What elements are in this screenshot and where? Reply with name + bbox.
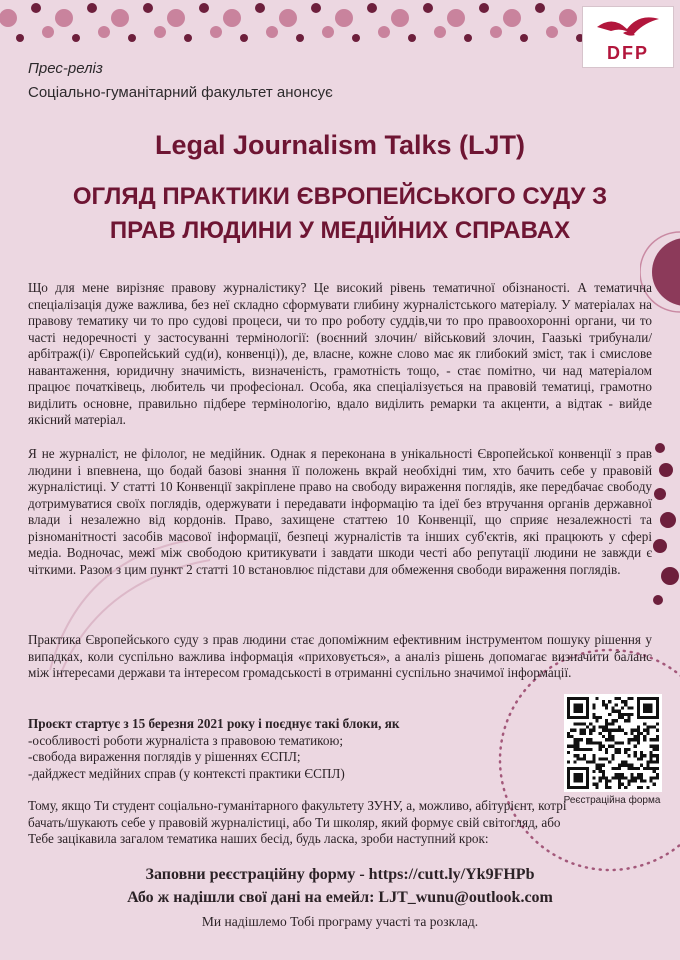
decorative-dot	[335, 9, 353, 27]
decorative-dot	[143, 3, 153, 13]
project-lead: Проєкт стартує з 15 березня 2021 року і поєднує такі блоки, як	[28, 716, 400, 731]
registration-form-link[interactable]: Заповни реєстраційну форму - https://cutt.ly/Yk9FHPb	[145, 866, 535, 883]
qr-caption: Реєстраційна форма	[563, 795, 661, 806]
decorative-dot	[408, 34, 416, 42]
decorative-dot	[378, 26, 390, 38]
press-release-label: Прес-реліз	[28, 60, 103, 77]
decorative-dot	[42, 26, 54, 38]
decorative-dot	[279, 9, 297, 27]
call-to-action-text: Тому, якщо Ти студент соціально-гуманітарного факультету ЗУНУ, а, можливо, абітурієнт, котрі бачать/шукають себе у правовій журналістиці, або Ти школяр, який формує свій світогляд, або Тебе зацікавила загалом тематика наших бесід, будь ласка, зроби наступний крок:	[28, 798, 567, 846]
decorative-dot	[447, 9, 465, 27]
faculty-announcement: Соціально-гуманітарний факультет анонсує	[28, 84, 333, 101]
decorative-dot	[184, 34, 192, 42]
decorative-dot	[223, 9, 241, 27]
decorative-dot	[111, 9, 129, 27]
decorative-dot	[520, 34, 528, 42]
list-item: -дайджест медійних справ (у контексті практики ЄСПЛ)	[28, 765, 345, 781]
intro-paragraph: Що для мене вирізняє правову журналістику? Це високий рівень тематичної обізнаності. А тематична спеціалізація дуже важлива, без неї складно сформувати глибину журналістського матеріалу. У матеріалах на правову тематику чи то про судові процеси, чи то про роботу суддів,чи то про правоохоронні органи, чи то часті недоречності у застосуванні термінології: (воєнний злочин/ військовий злочин, Гаазькі трибунали/ арбітраж(і)/ Європейський суд(и), конвенці)), де, власне, кожне слово має як глибокий зміст, так і смислове навантаження, юридичну значимість, визначеність, грамотність тощо, - стає помітно, чи над матеріалом працює початківець, любитель чи професіонал. Особа, яка спеціалізується на правовій тематиці, грамотно виділить основне, правильно підбере термінологію, вдало виділить ремарки та акценти, а відтак - вийде якісний матеріал.	[28, 280, 652, 427]
email-contact[interactable]: Або ж надішли свої дані на емейл: LJT_wunu@outlook.com	[127, 889, 553, 906]
decorative-dot	[559, 9, 577, 27]
decorative-dot	[535, 3, 545, 13]
event-subtitle: ОГЛЯД ПРАКТИКИ ЄВРОПЕЙСЬКОГО СУДУ З ПРАВ ЛЮДИНИ У МЕДІЙНИХ СПРАВАХ	[72, 183, 608, 244]
decorative-dot	[503, 9, 521, 27]
decorative-dot	[98, 26, 110, 38]
svg-text:DFP: DFP	[607, 43, 649, 63]
bird-logo-icon	[583, 7, 673, 67]
decorative-dot	[240, 34, 248, 42]
decorative-dot	[266, 26, 278, 38]
faculty-logo	[582, 6, 674, 68]
decorative-dot	[87, 3, 97, 13]
decorative-dot	[391, 9, 409, 27]
decorative-dot	[199, 3, 209, 13]
decorative-dot	[546, 26, 558, 38]
decorative-dot	[55, 9, 73, 27]
list-item: -свобода вираження поглядів у рішеннях ЄСПЛ;	[28, 749, 301, 764]
practice-paragraph: Практика Європейського суду з прав людини стає допоміжним ефективним інструментом пошуку рішення у випадках, коли суспільно важлива інформація «приховується», а аналіз рішень допомагає визначити баланс між інтересами держави та інтересом громадськості в отриманні суспільно значимої інформації.	[28, 632, 652, 680]
decorative-dot	[352, 34, 360, 42]
top-dot-border	[0, 0, 680, 46]
decorative-dot	[16, 34, 24, 42]
decorative-dot	[255, 3, 265, 13]
project-blocks	[28, 716, 399, 782]
decorative-dot	[167, 9, 185, 27]
schedule-note: Ми надішлемо Тобі програму участі та розклад.	[201, 914, 479, 929]
decorative-dot	[311, 3, 321, 13]
decorative-dot	[72, 34, 80, 42]
decorative-dot	[434, 26, 446, 38]
decorative-dot	[490, 26, 502, 38]
decorative-dot	[154, 26, 166, 38]
decorative-dot	[296, 34, 304, 42]
registration-qr-code[interactable]	[564, 694, 662, 792]
decorative-dot	[479, 3, 489, 13]
convention-paragraph: Я не журналіст, не філолог, не медійник. Однак я переконана в унікальності Європейської конвенції з прав людини і впевнена, що бодай базові знання її положень вкрай необхідні тим, хто бачить себе у правовій журналістиці. У статті 10 Конвенції закріплене право на свободу вираження поглядів, яке передбачає свободу дотримуватися своїх поглядів, одержувати і передавати інформацію та ідеї без втручання органів державної влади і незалежно від кордонів. Право, захищене статтею 10 Конвенції, що сприяє незалежності та різноманітності засобів масової інформації, безпеці журналістів та інших суб'єктів, які працюють у сфері медіа. Водночас, межі між свободою критикувати і завдати шкоди честі або репутації людини не завжди є чіткими. Разом з цим пункт 2 статті 10 встановлює підстави для обмеження свободи вираження поглядів.	[28, 446, 652, 577]
decorative-dot	[423, 3, 433, 13]
decorative-dot	[31, 3, 41, 13]
qr-code-icon	[567, 697, 659, 789]
decorative-dot	[210, 26, 222, 38]
decorative-dot	[367, 3, 377, 13]
event-title: Legal Journalism Talks (LJT)	[154, 130, 526, 160]
decorative-dot	[464, 34, 472, 42]
decorative-dot	[322, 26, 334, 38]
list-item: -особливості роботи журналіста з правовою тематикою;	[28, 732, 344, 748]
decorative-dot	[128, 34, 136, 42]
decorative-dot	[0, 9, 17, 27]
